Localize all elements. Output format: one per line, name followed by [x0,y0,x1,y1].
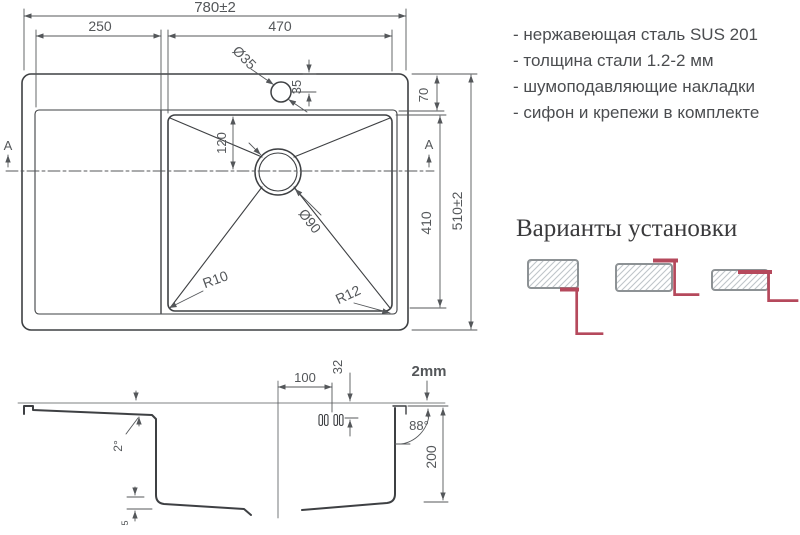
dim-label-2mm: 2mm [411,363,447,380]
dim-label-70: 70 [416,87,431,103]
dim-label-250: 250 [88,18,112,34]
dim-label-d90: Ø90 [295,205,325,237]
dim-label-200: 200 [423,445,439,469]
dim-label-r12: R12 [332,281,363,308]
feature-item: - шумоподавляющие накладки [513,77,756,96]
drain-hole-outer [255,149,301,195]
dim-label-510: 510±2 [449,191,465,231]
dim-label-r10: R10 [200,267,231,292]
feature-item: - сифон и крепежи в комплекте [513,103,760,122]
section-right-profile [302,408,395,510]
drain-hole-inner [259,153,297,191]
leader-r10 [169,291,203,308]
section-label-a-right: A [424,137,434,152]
countertop-section-overlay [616,264,672,291]
dimension-lines [3,9,477,521]
countertop-section-undermount [528,260,578,288]
dim-label-780: 780±2 [194,0,236,16]
install-option-undermount [562,290,602,334]
faucet-hole [271,82,291,102]
dim-label-35: 35 [289,79,304,95]
features-list [513,25,759,122]
dim-label-470: 470 [268,18,292,34]
install-diagrams [528,260,797,334]
section-label-a-left: A [3,138,13,153]
section-left-profile [24,406,251,515]
dim-label-32: 32 [330,359,345,375]
dim-label-410: 410 [418,211,434,235]
dim-label-2deg: 2° [111,440,125,452]
dim-label-5: 5 [120,520,130,526]
dim-label-100: 100 [294,370,316,385]
install-options-heading: Варианты установки [516,215,738,242]
dim-label-88deg: 88° [409,418,429,433]
feature-item: - толщина стали 1.2-2 мм [513,51,714,70]
dim-label-120: 120 [214,132,229,154]
leader-d35 [251,69,274,85]
leader-2deg [126,418,138,434]
overflow-hole-symbol [319,415,343,426]
feature-item: - нержавеющая сталь SUS 201 [513,25,759,44]
leader-d90 [249,143,261,155]
section-view-drawing [24,406,406,515]
dim-label-d35: Ø35 [229,42,260,73]
